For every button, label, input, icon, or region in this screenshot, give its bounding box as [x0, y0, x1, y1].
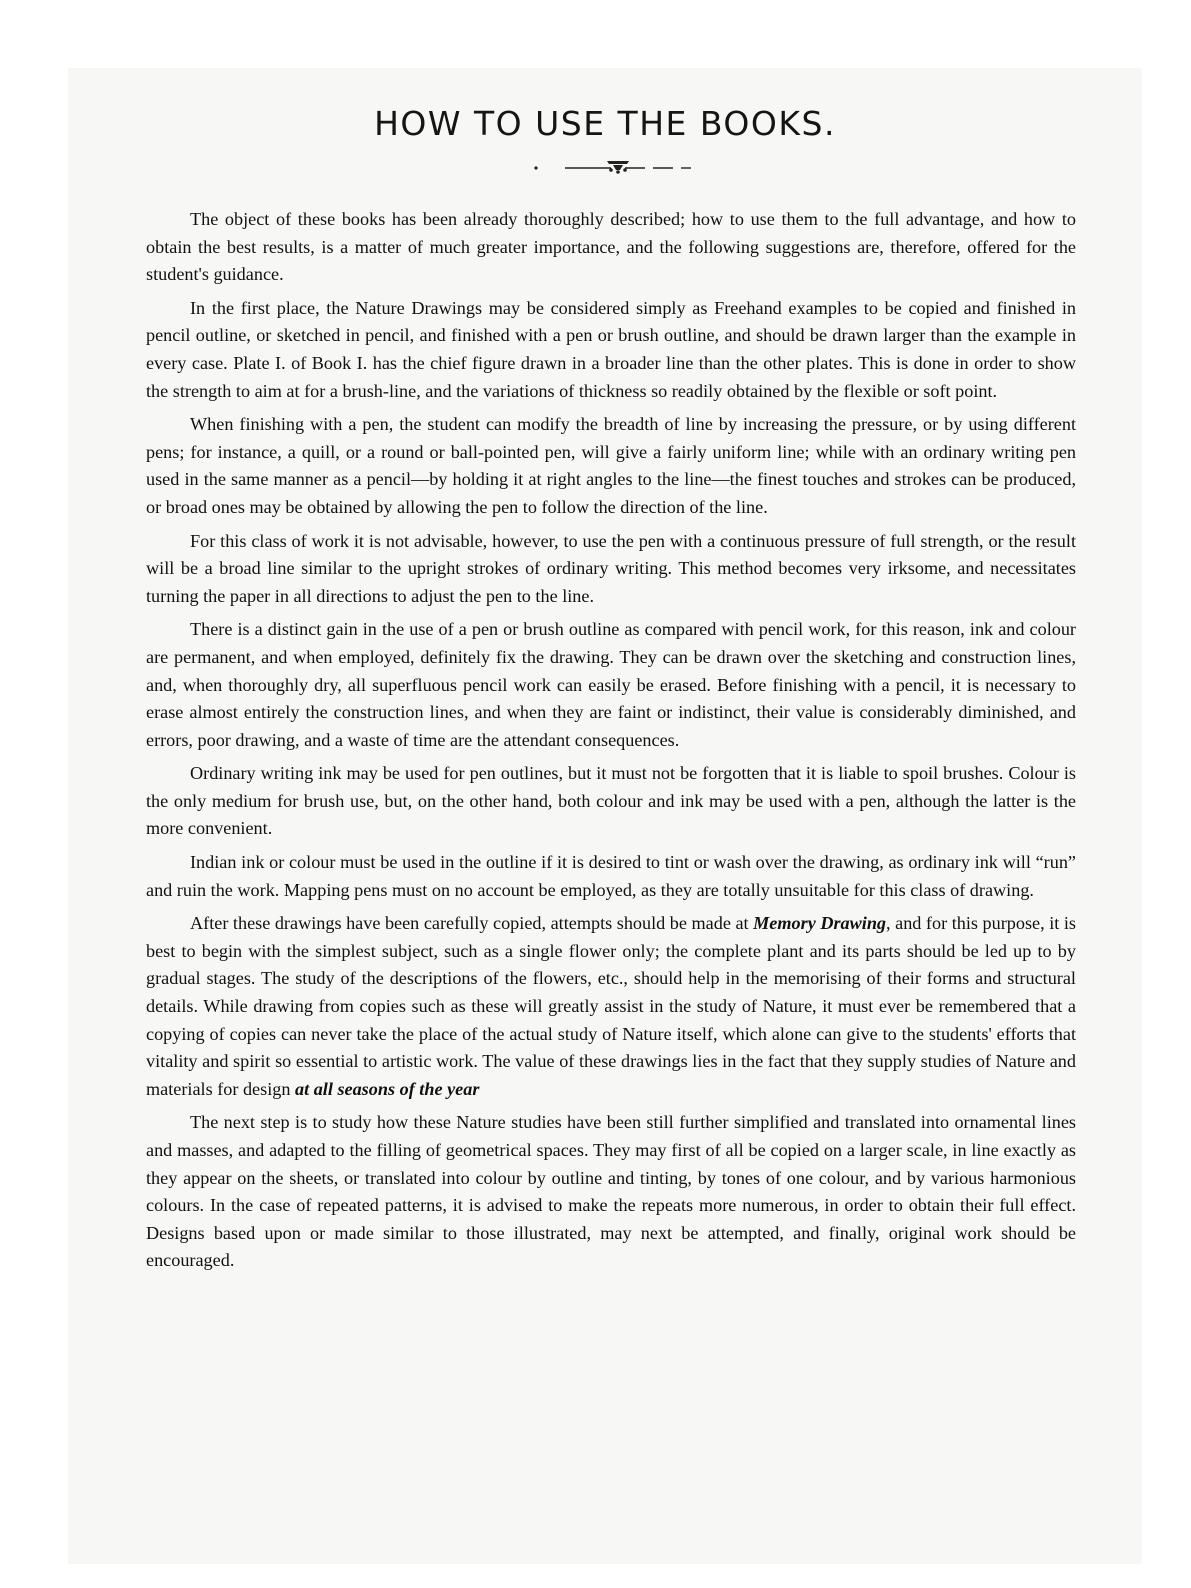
paragraph-2: In the first place, the Nature Drawings may be considered simply as Freehand examples to be copied and finished in pencil outline, or sketched in pencil, and finished with a pen or brush outline, and should be drawn larger than the example in every case. Plate I. of Book I. has the chief figure drawn in a broader line than the other plates. This is done in order to show the strength to aim at for a brush-line, and the variations of thickness so readily obtained by the flexible or soft point.: [146, 297, 1076, 401]
page-title: HOW TO USE THE BOOKS.: [374, 104, 836, 143]
paragraph-3: When finishing with a pen, the student can modify the breadth of line by increasing the pressure, or by using different pens; for instance, a quill, or a round or ball-pointed pen, will give a fairly uniform line; while with an ordinary writing pen used in the same manner as a pencil—by holding it at right angles to the line—the finest touches and strokes can be produced, or broad ones may be obtained by allowing the pen to follow the direction of the line.: [146, 414, 1076, 517]
emphasis-memory-drawing: Memory Drawing: [753, 913, 887, 934]
paragraph-8-text-continued: , and for this purpose, it is best to begin with the simplest subject, such as a single flower only; the complete plant and its parts should be led up to by gradual stages. The study of the descriptions of the flowers, etc., should help in the memorising of their forms and structural details. While drawing from copies such as these will greatly assist in the study of Nature, it must ever be remembered that a copying of copies can never take the place of the actual study of Nature itself, which alone can give to the students' efforts that vitality and spirit so essential to artistic work. The value of these drawings lies in the fact that they supply studies of Nature and materials for design: [146, 913, 1076, 1099]
paragraph-8: [146, 910, 1076, 1103]
paragraph-5: There is a distinct gain in the use of a pen or brush outline as compared with pencil work, for this reason, ink and colour are permanent, and when employed, definitely fix the drawing. They can be drawn over the sketching and construction lines, and, when thoroughly dry, all superfluous pencil work can easily be erased. Before finishing with a pencil, it is necessary to erase almost entirely the construction lines, and when they are faint or indistinct, their value is considerably diminished, and errors, poor drawing, and a waste of time are the attendant consequences.: [146, 619, 1076, 750]
page: [68, 68, 1142, 1564]
paragraph-7: Indian ink or colour must be used in the outline if it is desired to tint or wash over the drawing, as ordinary ink will “run” and ruin the work. Mapping pens must on no account be employed, as they are totally unsuitable for this class of drawing.: [146, 852, 1076, 900]
paragraph-8-text: After these drawings have been carefully copied, attempts should be made at: [190, 913, 754, 934]
paragraph-9: The next step is to study how these Nature studies have been still further simplified and translated into ornamental lines and masses, and adapted to the filling of geometrical spaces. They may first of all be copied on a larger scale, in line exactly as they appear on the sheets, or translated into colour by outline and tinting, by tones of one colour, and by various harmonious colours. In the case of repeated patterns, it is advised to make the repeats more numerous, in order to obtain their full effect. Designs based upon or made similar to those illustrated, may next be attempted, and finally, original work should be encouraged.: [146, 1112, 1076, 1271]
body-text: [146, 206, 1076, 1275]
paragraph-6: Ordinary writing ink may be used for pen outlines, but it must not be forgotten that it is liable to spoil brushes. Colour is the only medium for brush use, but, on the other hand, both colour and ink may be used with a pen, although the latter is the more convenient.: [146, 763, 1076, 839]
paragraph-4: For this class of work it is not advisable, however, to use the pen with a continuous pressure of full strength, or the result will be a broad line similar to the upright strokes of ordinary writing. This method becomes very irksome, and necessitates turning the paper in all directions to adjust the pen to the line.: [146, 530, 1076, 606]
emphasis-all-seasons: at all seasons of the year: [295, 1078, 480, 1099]
paragraph-1: The object of these books has been already thoroughly described; how to use them to the full advantage, and how to obtain the best results, is a matter of much greater importance, and the following suggestions are, therefore, offered for the student's guidance.: [146, 209, 1076, 285]
ornament-divider-icon: [533, 156, 703, 178]
